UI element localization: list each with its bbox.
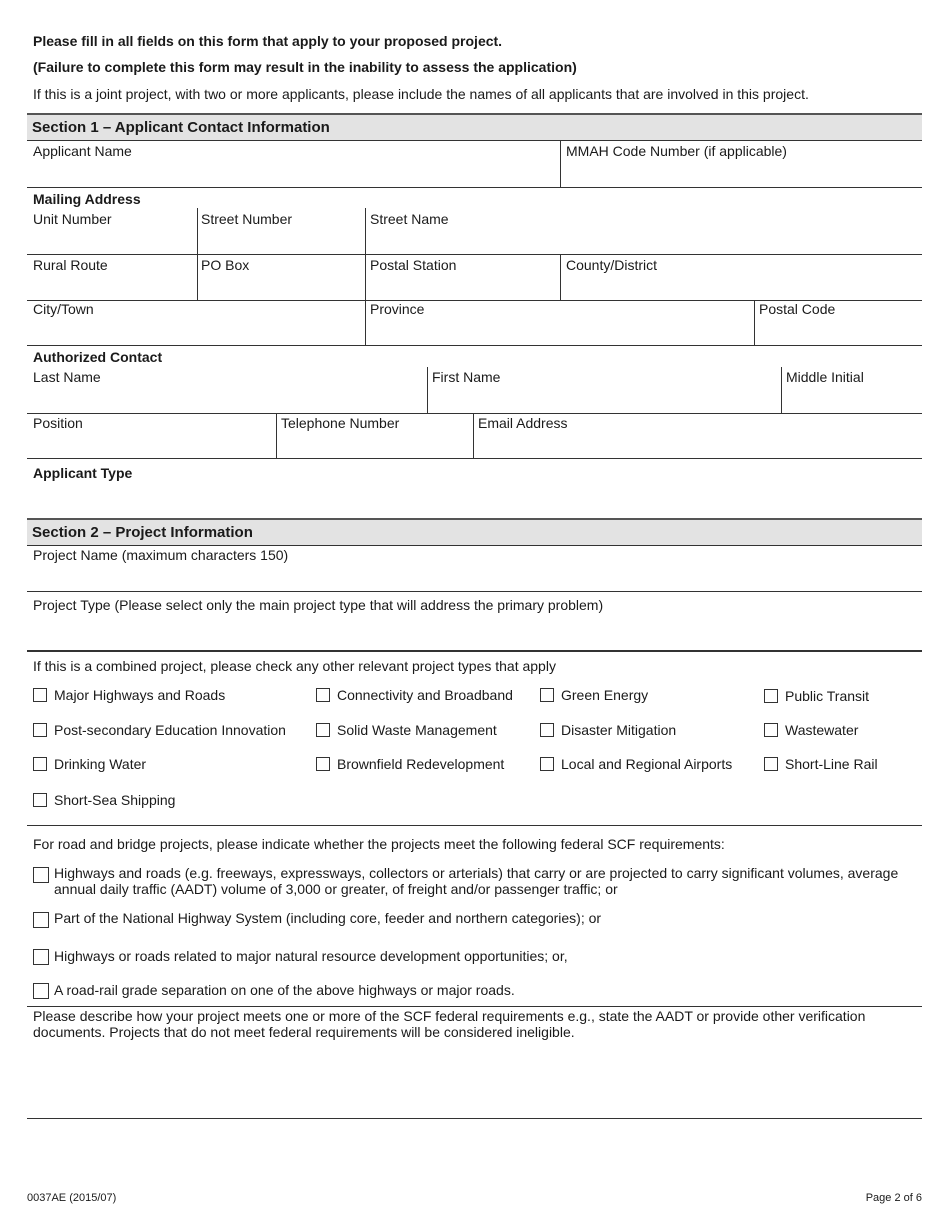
divider — [27, 413, 922, 414]
checkbox-label: Solid Waste Management — [337, 722, 497, 738]
divider — [560, 254, 561, 300]
scf-item-label: Highways or roads related to major natural resource development opportunities; or, — [54, 948, 568, 964]
checkbox-label: Brownfield Redevelopment — [337, 756, 505, 772]
divider — [781, 367, 782, 413]
checkbox-connectivity-broadband[interactable] — [316, 688, 330, 702]
checkbox-airports[interactable] — [540, 757, 554, 771]
street-number-label: Street Number — [201, 211, 293, 227]
first-name-label: First Name — [432, 369, 501, 385]
province-field[interactable] — [366, 318, 752, 344]
project-type-label: Project Type (Please select only the main project type that will address the primary problem) — [33, 597, 604, 613]
divider — [27, 187, 922, 188]
divider — [27, 825, 922, 826]
checkbox-major-highways[interactable] — [33, 688, 47, 702]
applicant-name-label: Applicant Name — [33, 143, 132, 159]
email-field[interactable] — [475, 432, 920, 457]
checkbox-post-secondary[interactable] — [33, 723, 47, 737]
divider — [473, 413, 474, 458]
mailing-address-heading: Mailing Address — [33, 191, 141, 207]
project-name-field[interactable] — [27, 565, 920, 590]
checkbox-label: Connectivity and Broadband — [337, 687, 513, 703]
city-town-field[interactable] — [27, 318, 363, 344]
divider — [560, 141, 561, 188]
street-number-field[interactable] — [198, 228, 364, 253]
applicant-type-label: Applicant Type — [33, 465, 133, 481]
combined-project-prompt: If this is a combined project, please check any other relevant project types that apply — [33, 658, 556, 674]
checkbox-label: Short-Sea Shipping — [54, 792, 176, 808]
checkbox-public-transit[interactable] — [764, 689, 778, 703]
middle-initial-field[interactable] — [783, 386, 920, 411]
divider — [27, 650, 922, 652]
rural-route-field[interactable] — [27, 274, 195, 299]
po-box-label: PO Box — [201, 257, 250, 273]
scf-item-label: Highways and roads (e.g. freeways, expressways, collectors or arterials) that carry or are projected to carry significant volumes, average annual daily traffic (AADT) volume of 3,000 or greater, of freight and/or passenger traffic; or — [54, 865, 899, 897]
form-code: 0037AE (2015/07) — [27, 1192, 117, 1204]
checkbox-label: Major Highways and Roads — [54, 687, 226, 703]
divider — [27, 1118, 922, 1119]
scf-item-label: Part of the National Highway System (including core, feeder and northern categories); or — [54, 910, 602, 926]
county-district-label: County/District — [566, 257, 658, 273]
checkbox-green-energy[interactable] — [540, 688, 554, 702]
checkbox-scf-natural-resource[interactable] — [33, 949, 49, 965]
checkbox-label: Disaster Mitigation — [561, 722, 677, 738]
describe-field[interactable] — [27, 1045, 920, 1115]
checkbox-label: Short-Line Rail — [785, 756, 878, 772]
email-label: Email Address — [478, 415, 568, 431]
divider — [27, 1006, 922, 1007]
checkbox-disaster-mitigation[interactable] — [540, 723, 554, 737]
unit-number-label: Unit Number — [33, 211, 112, 227]
divider — [754, 300, 755, 346]
checkbox-brownfield[interactable] — [316, 757, 330, 771]
last-name-label: Last Name — [33, 369, 101, 385]
divider — [27, 591, 922, 592]
city-town-label: City/Town — [33, 301, 94, 317]
project-name-label: Project Name (maximum characters 150) — [33, 547, 289, 563]
checkbox-label: Local and Regional Airports — [561, 756, 733, 772]
checkbox-short-line-rail[interactable] — [764, 757, 778, 771]
checkbox-scf-nhs[interactable] — [33, 912, 49, 928]
divider — [27, 345, 922, 346]
telephone-field[interactable] — [277, 432, 472, 457]
section1-header: Section 1 – Applicant Contact Information — [27, 113, 922, 141]
intro-line-2: (Failure to complete this form may result in the inability to assess the application) — [33, 59, 577, 75]
mmah-code-label: MMAH Code Number (if applicable) — [566, 143, 787, 159]
checkbox-label: Wastewater — [785, 722, 859, 738]
checkbox-label: Green Energy — [561, 687, 649, 703]
street-name-field[interactable] — [366, 228, 920, 253]
section2-header: Section 2 – Project Information — [27, 518, 922, 546]
checkbox-label: Post-secondary Education Innovation — [54, 722, 286, 738]
page-number: Page 2 of 6 — [865, 1192, 922, 1204]
checkbox-drinking-water[interactable] — [33, 757, 47, 771]
divider — [27, 254, 922, 255]
intro-line-3: If this is a joint project, with two or more applicants, please include the names of all applicants that are involved in this project. — [33, 86, 809, 102]
applicant-name-field[interactable] — [27, 160, 559, 186]
province-label: Province — [370, 301, 425, 317]
scf-item-label: A road-rail grade separation on one of the above highways or major roads. — [54, 982, 515, 998]
describe-prompt: Please describe how your project meets one or more of the SCF federal requirements e.g., state the AADT or provide other verification documents. Projects that do not meet federal requirements will be considered ineligible. — [33, 1008, 866, 1040]
intro-line-1: Please fill in all fields on this form that apply to your proposed project. — [33, 33, 503, 49]
checkbox-solid-waste[interactable] — [316, 723, 330, 737]
postal-code-label: Postal Code — [759, 301, 836, 317]
checkbox-short-sea-shipping[interactable] — [33, 793, 47, 807]
checkbox-label: Drinking Water — [54, 756, 147, 772]
county-district-field[interactable] — [562, 274, 920, 299]
street-name-label: Street Name — [370, 211, 449, 227]
middle-initial-label: Middle Initial — [786, 369, 864, 385]
first-name-field[interactable] — [428, 386, 780, 411]
scf-prompt: For road and bridge projects, please indicate whether the projects meet the following federal SCF requirements: — [33, 836, 725, 852]
checkbox-label: Public Transit — [785, 688, 870, 704]
po-box-field[interactable] — [198, 274, 364, 299]
postal-station-field[interactable] — [366, 274, 559, 299]
postal-station-label: Postal Station — [370, 257, 457, 273]
applicant-type-field[interactable] — [27, 484, 920, 516]
unit-number-field[interactable] — [27, 228, 195, 253]
checkbox-scf-aadt[interactable] — [33, 867, 49, 883]
mmah-code-field[interactable] — [562, 160, 920, 186]
last-name-field[interactable] — [27, 386, 425, 411]
position-field[interactable] — [27, 432, 274, 457]
telephone-label: Telephone Number — [281, 415, 400, 431]
postal-code-field[interactable] — [756, 318, 920, 344]
authorized-contact-heading: Authorized Contact — [33, 349, 163, 365]
position-label: Position — [33, 415, 83, 431]
checkbox-wastewater[interactable] — [764, 723, 778, 737]
project-type-field[interactable] — [27, 615, 920, 648]
rural-route-label: Rural Route — [33, 257, 108, 273]
divider — [27, 458, 922, 459]
checkbox-scf-road-rail[interactable] — [33, 983, 49, 999]
